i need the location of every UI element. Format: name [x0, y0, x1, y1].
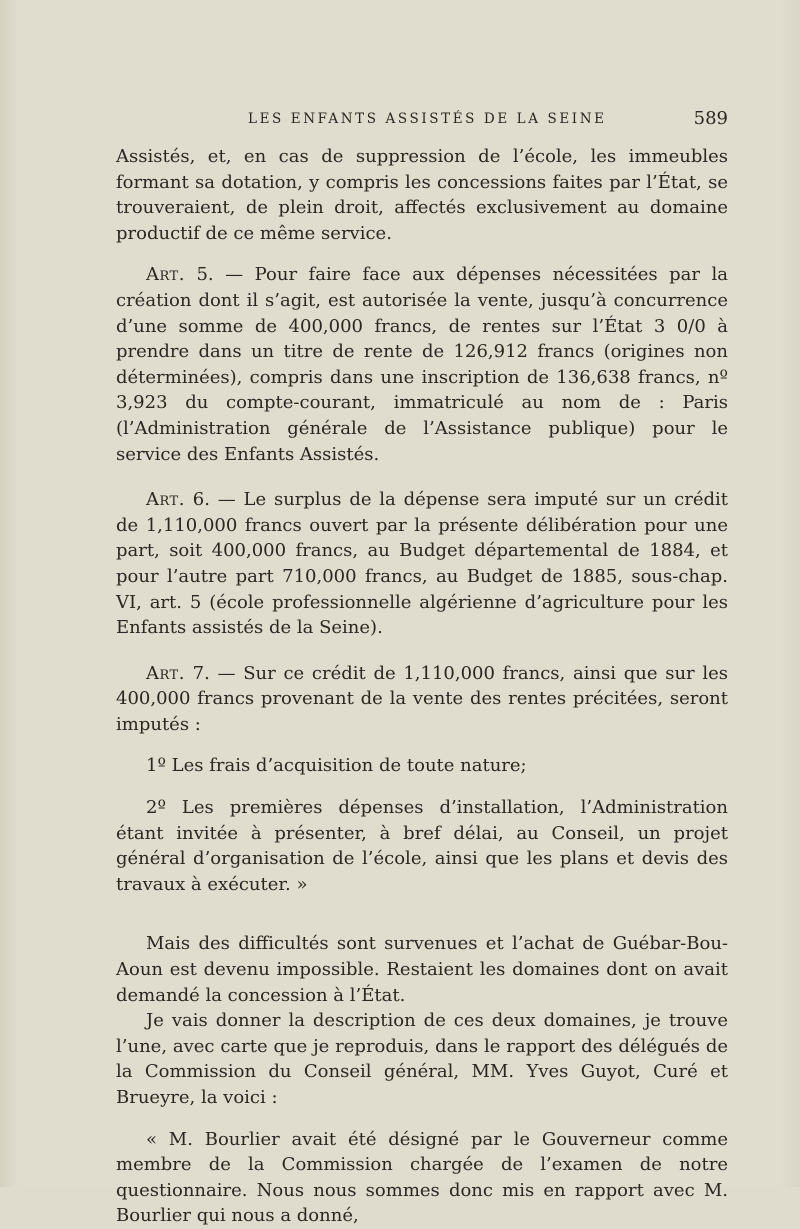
article-5 — [116, 262, 728, 467]
running-title: LES ENFANTS ASSISTÉS DE LA SEINE — [248, 111, 607, 127]
body-text — [116, 144, 728, 1229]
article-text: 5. — Pour faire face aux dépenses nécessitées par la création dont il s’agit, est autorisée la vente, jusqu’à concurrence d’une somme de 400,000 francs, de rentes sur l’État 3 0/0 à prendre dans un titre de rente de 126,912 francs (origines non déterminées), compris dans une inscription de 136,638 francs, nº 3,923 du compte-courant, immatriculé au nom de : Paris (l’Administration générale de l’Assistance publique) pour le service des Enfants Assistés. — [116, 264, 728, 465]
list-item-2: 2º Les premières dépenses d’installation, l’Administration étant invitée à présenter, à bref délai, au Conseil, un projet général d’organisation de l’école, ainsi que les plans et devis des travaux à exécuter. » — [116, 797, 728, 895]
page-number: 589 — [693, 108, 728, 129]
paragraph-quote: « M. Bourlier avait été désigné par le Gouverneur comme membre de la Commission chargée de l’examen de notre questionnaire. Nous nous sommes donc mis en rapport avec M. Bourlier qui nous a donné, — [116, 1128, 728, 1227]
paragraph-je-vais: Je vais donner la description de ces deux domaines, je trouve l’une, avec carte que je reproduis, dans le rapport des délégués de la Commission du Conseil général, MM. Yves Guyot, Curé et Brueyre, la voici : — [116, 1010, 728, 1108]
article-label: Art. — [146, 662, 185, 684]
list-item-1: 1º Les frais d’acquisition de toute nature; — [146, 755, 527, 777]
article-label: Art. — [146, 264, 185, 286]
paragraph-continuation: Assistés, et, en cas de suppression de l’école, les immeubles formant sa dotation, y compris les concessions faites par l’État, se trouveraient, de plein droit, affectés exclusivement au domaine productif de ce même service. — [116, 146, 728, 244]
article-6 — [116, 487, 728, 641]
article-7 — [116, 661, 728, 738]
article-text: 6. — Le surplus de la dépense sera imputé sur un crédit de 1,110,000 francs ouvert par la présente délibération pour une part, soit 400,000 francs, au Budget départemental de 1884, et pour l’autre part 710,000 francs, au Budget de 1885, sous-chap. VI, art. 5 (école professionnelle algérienne d’agriculture pour les Enfants assistés de la Seine). — [116, 489, 728, 639]
paragraph-mais: Mais des difficultés sont survenues et l’achat de Guébar-Bou-Aoun est devenu impossible. Restaient les domaines dont on avait demandé la concession à l’État. — [116, 933, 728, 1006]
page-header — [116, 108, 728, 132]
article-text: 7. — Sur ce crédit de 1,110,000 francs, ainsi que sur les 400,000 francs provenant de la vente des rentes précitées, seront imputés : — [116, 662, 728, 735]
article-label: Art. — [146, 489, 185, 511]
